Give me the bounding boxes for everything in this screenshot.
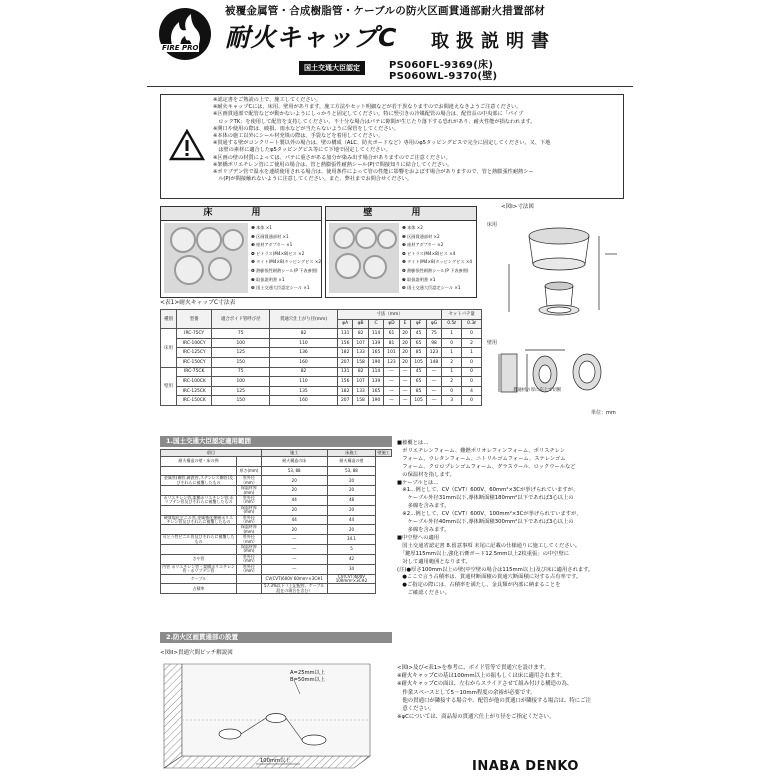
warning-line: ※架橋ポリエチレン管にご使用の場合は、管と熱膨張性耐熱シール(P)で間接知りに結合してください。 xyxy=(213,161,453,168)
note-line: ※耐火キャップCの面は、左右からスライドさせて組み付ける構造の為、 xyxy=(397,681,573,688)
th-sub: φB xyxy=(353,319,368,329)
scope-cell xyxy=(161,545,237,555)
table-cell: 158 xyxy=(353,357,368,367)
table-cell: 101 xyxy=(384,348,399,358)
fig1-note: 貫通材の厚に応じて切断 xyxy=(513,388,562,393)
th-putty: セットパテ量 xyxy=(442,310,482,320)
parts-item: ❺ タイト(M4×8)タッピングビス ×2 xyxy=(251,259,322,265)
table-cell: 150 xyxy=(212,396,270,406)
table-cell: 165 xyxy=(368,386,383,396)
table-cell: 82 xyxy=(270,367,338,377)
notes-right xyxy=(397,440,593,598)
table-cell: 1 xyxy=(442,329,462,339)
table-cell: 20 xyxy=(399,348,411,358)
wall-parts-title: 壁 用 xyxy=(326,207,476,221)
scope-row xyxy=(161,545,392,555)
th-dims: 寸法（mm） xyxy=(337,310,441,320)
parts-item: ❼ 取扱説明書 ×1 xyxy=(251,276,285,282)
scope-cell: 保温材厚(mm) xyxy=(237,545,262,555)
scope-th: 床施工 xyxy=(327,450,376,457)
note-line: 「鍵厚115mm以上,強化石膏ボード12.5mm以上2枚重張」の中空壁に xyxy=(397,550,570,557)
scope-cell: 53, 88 xyxy=(261,466,327,476)
parts-item: ❹ ビトラス(M4×8)ビス ×2 xyxy=(251,250,305,256)
parts-item: ❻ 熱膨張性耐熱シール(P 下表参照) xyxy=(402,267,469,273)
note-line: ご確認ください。 xyxy=(397,590,450,597)
table-cell: 156 xyxy=(337,338,352,348)
table-cell: ― xyxy=(399,377,411,387)
page-title-suffix: 取扱説明書 xyxy=(431,31,556,52)
scope-cell: 保温材厚(mm) xyxy=(237,525,262,535)
table-cell: 65 xyxy=(411,377,426,387)
header-subtitle: 被覆金属管・合成樹脂管・ケーブルの防火区画貫通部耐火措置部材 xyxy=(225,5,546,17)
table-cell: 75 xyxy=(426,329,441,339)
scope-cell: 20 xyxy=(261,486,327,496)
table-cell: ― xyxy=(384,386,399,396)
table-cell: 207 xyxy=(337,357,352,367)
table-cell: 3 xyxy=(442,396,462,406)
table-cell: 107 xyxy=(353,377,368,387)
table-cell: 100 xyxy=(212,377,270,387)
scope-cell: 管外径（mm） xyxy=(237,535,262,545)
scope-cell: ― xyxy=(261,564,327,574)
warning-line: は壁の素材に適合したφ5タッピングビス等にて下地で固定してください。 xyxy=(213,147,391,154)
table-cell: 105 xyxy=(411,357,426,367)
scope-cell: 管外径（mm） xyxy=(237,476,262,486)
table-cell: ― xyxy=(426,377,441,387)
table-cell: ― xyxy=(399,396,411,406)
table-cell: IRC-150CK xyxy=(176,396,211,406)
brand-logo: INABA DENKO xyxy=(472,759,579,774)
floor-parts-photo xyxy=(164,223,248,293)
table-cell: 61 xyxy=(384,329,399,339)
table-cell: 0 xyxy=(442,386,462,396)
scope-table xyxy=(160,449,392,594)
model-floor: PS060FL-9369(床) xyxy=(389,60,494,71)
th-sub: E xyxy=(399,319,411,329)
table-row xyxy=(161,386,482,396)
scope-cell: 占積率 xyxy=(161,584,237,594)
logo-text: FIRE PRO xyxy=(162,44,199,52)
scope-cell: 耐火構造の床 xyxy=(261,457,327,467)
warning-line: ※区画の壁の材質によっては、パテに重さがある加分が染み出す場合がありますのでご注意ください。 xyxy=(213,154,451,161)
table-cell: 1 xyxy=(462,348,482,358)
th-hole: 貫通穴仕上がり径(mm) xyxy=(270,310,338,329)
parts-item: ❸ 座材アダプター ×2 xyxy=(402,242,444,248)
table-cell: 160 xyxy=(270,396,338,406)
table-cell: ― xyxy=(384,367,399,377)
scope-cell: 保温材厚(mm) xyxy=(237,505,262,515)
table-cell: 207 xyxy=(337,396,352,406)
table-cell: 65 xyxy=(411,338,426,348)
scope-cell: 20 xyxy=(327,505,376,515)
scope-cell xyxy=(327,584,376,594)
table-cell: 114 xyxy=(368,367,383,377)
table-cell: 1 xyxy=(442,367,462,377)
scope-th: 項目 xyxy=(161,450,262,457)
table-cell: 20 xyxy=(399,357,411,367)
th-sub: φG xyxy=(426,319,441,329)
table-cell: IRC-100CY xyxy=(176,338,211,348)
parts-item: ❼ 取扱説明書 ×1 xyxy=(402,276,436,282)
parts-item: ❻ 熱膨張性耐熱シール(P 下表参照) xyxy=(251,267,318,273)
scope-cell: 42 xyxy=(327,554,376,564)
table-cell: 135 xyxy=(270,386,338,396)
table-row xyxy=(161,348,482,358)
table-cell: 182 xyxy=(337,386,352,396)
scope-cell: 耐火構造の壁 xyxy=(327,457,376,467)
warning-line: ル(P)が間接触れないように注意してください。また、弊社までお問合せください。 xyxy=(213,176,413,183)
warning-line: ※認定書をご熟読の上で、施工してください。 xyxy=(213,97,321,103)
flame-icon xyxy=(159,8,211,60)
table-cell: 82 xyxy=(353,367,368,377)
group-label: 床用 xyxy=(161,329,177,367)
table-cell: IRC-150CY xyxy=(176,357,211,367)
table-cell: 131 xyxy=(337,329,352,339)
note-line: ●ご指定の際には、占積率を満たし、金具類が内部に納まることを xyxy=(397,582,561,589)
floor-parts-box xyxy=(160,206,322,298)
scope-cell: 硬質塩化ビニル管,金属強化複層ポリエチレン管及びそれらに被覆したもの xyxy=(161,515,237,525)
scope-cell: ポリエチレン管,架橋ポリエチレン管,ポリブテン管及びそれらに被覆したもの xyxy=(161,496,237,506)
parts-item: ❺ タイト(M4×8)タッピングビス ×4 xyxy=(402,259,473,265)
warning-line: ※耐火キャップCには、床用、壁用があります。施工方法やセット明細などが若干異なりますのでお間違えなきようご注意ください。 xyxy=(213,104,522,111)
table-cell: 20 xyxy=(399,338,411,348)
scope-cell xyxy=(161,505,237,515)
instruction-sheet xyxy=(147,0,633,777)
note-line: の保温材を指します。 xyxy=(397,471,455,478)
th-sub: φD xyxy=(384,319,399,329)
table-cell: 190 xyxy=(368,396,383,406)
table-cell: 0 xyxy=(462,329,482,339)
scope-cell: 20 xyxy=(261,525,327,535)
table-cell: 0 xyxy=(462,377,482,387)
warning-line: ※ポリブデン管で温水を連続使用される場合は、使用条件によって管の性能に影響をおよぼす場合がありますので、管と熱膨張性耐熱シー xyxy=(213,169,534,176)
note-line: 対して適用範囲となります。 xyxy=(397,558,471,565)
note-line: 多線を含みます。 xyxy=(397,526,450,533)
table-row xyxy=(161,357,482,367)
scope-cell: 44 xyxy=(261,496,327,506)
table-cell: 182 xyxy=(337,348,352,358)
note-line: ■被覆とは… xyxy=(397,440,429,446)
table-row xyxy=(161,367,482,377)
table-cell: 20 xyxy=(399,329,411,339)
table-cell: 150 xyxy=(212,357,270,367)
table-cell: 139 xyxy=(368,338,383,348)
scope-head-row xyxy=(161,450,392,457)
floor-parts-title: 床 用 xyxy=(161,207,321,221)
table-cell: 123 xyxy=(426,348,441,358)
scope-cell: 44 xyxy=(327,515,376,525)
table-cell: ― xyxy=(384,377,399,387)
table-cell: 125 xyxy=(212,348,270,358)
scope-cell: ― xyxy=(261,535,327,545)
table-cell: 133 xyxy=(353,386,368,396)
size-table xyxy=(160,309,482,406)
scope-cell: 53, 88 xyxy=(327,466,376,476)
table-cell: 0 xyxy=(462,357,482,367)
pitch-100-label: 100mm以上 xyxy=(260,758,291,764)
scope-cell: 20 xyxy=(261,505,327,515)
scope-row xyxy=(161,496,392,506)
warning-box xyxy=(160,94,624,199)
table-cell: 190 xyxy=(368,357,383,367)
table-cell: 0 xyxy=(462,396,482,406)
table-cell: 148 xyxy=(426,357,441,367)
note-line: 意ください。 xyxy=(397,706,435,713)
page-title: 耐火キャップC xyxy=(225,23,397,52)
note-line: 国土交通省認定書 8.留意事項 末尾に記載の仕様通りに施工してください。 xyxy=(397,542,581,549)
warning-line: ※区画貫通部で配管などが動かないようにしっかりと固定してください。特に竪引きの冷媒配管の場合は、配管長の中央部に「パイプ xyxy=(213,111,524,118)
table-row xyxy=(161,377,482,387)
warning-line: ロックTK」を使用して配管を支持してください。不十分な場合はパテに隙間が生じたり落下する恐れがあり、耐火性能が損なわれます。 xyxy=(213,118,536,125)
header-divider xyxy=(147,86,633,87)
table-cell: 105 xyxy=(411,396,426,406)
scope-th: 壁施工 xyxy=(377,450,390,455)
scope-row xyxy=(161,554,392,564)
scope-cell xyxy=(237,574,262,584)
parts-item: ❽ 国土交通大臣認定シール ×1 xyxy=(402,285,461,291)
table-cell: 110 xyxy=(270,338,338,348)
scope-cell: 20 xyxy=(327,525,376,535)
table-row xyxy=(161,396,482,406)
note-line: ケーブル外径40mm以下,導体断面積300mm²以下であれば3心以上の xyxy=(397,519,574,526)
scope-cell: 20 xyxy=(327,476,376,486)
scope-cell: 20 xyxy=(327,486,376,496)
section1-title: 1.国土交通大臣認定適用範囲 xyxy=(160,436,392,447)
note-line: ※耐火キャップCの基は100mm以上の振もしくは床に適用されます。 xyxy=(397,673,566,680)
scope-cell: 57.3%以下（上記配管、ケーブル混在の場合を含む） xyxy=(261,584,327,594)
table-cell: 107 xyxy=(353,338,368,348)
note-line: ■中空壁への適用 xyxy=(397,534,440,541)
table-cell: 114 xyxy=(368,329,383,339)
pitch-a-label: A=25mm以上 xyxy=(290,670,325,676)
table1-title: <表1>耐火キャップC寸法表 xyxy=(160,300,236,306)
scope-row xyxy=(161,515,392,525)
scope-cell: 管外径（mm） xyxy=(237,515,262,525)
th-model: 型番 xyxy=(176,310,211,329)
table-row xyxy=(161,329,482,339)
scope-cell: 金属管(鋼管,鋳鉄管,ステンレス鋼管)及びそれらに被覆したもの xyxy=(161,476,237,486)
wall-parts-list xyxy=(402,224,472,293)
scope-cell: ケーブル xyxy=(161,574,237,584)
warning-icon xyxy=(169,129,205,161)
scope-cell: 耐火構造の壁・床の例 xyxy=(161,457,237,467)
table-cell: 2 xyxy=(442,377,462,387)
note-line: 他の貫通口が隣接する場合や、配管が他の貫通口が隣接する場合は、特にご注 xyxy=(397,697,591,704)
parts-item: ❸ 座材アダプター ×1 xyxy=(251,242,293,248)
group-label: 壁用 xyxy=(161,367,177,405)
table-cell: 100 xyxy=(212,338,270,348)
table-cell: 133 xyxy=(353,348,368,358)
scope-row xyxy=(161,457,392,467)
scope-cell xyxy=(237,584,262,594)
note-line: ポリエチレンフォーム、難燃ポリオレフィンフォーム、ポリスチレン xyxy=(397,447,566,454)
table-cell: 123 xyxy=(384,357,399,367)
fig1-floor-label: 床用 xyxy=(487,222,498,228)
table-cell: 1 xyxy=(442,348,462,358)
table-cell: ― xyxy=(426,396,441,406)
parts-item: ❷ 区画貫通部材 ×2 xyxy=(402,233,440,239)
note-line: ※2…例として、CV（CVT）600V、100mm²×3Cが挙げられていますが、 xyxy=(397,511,582,518)
table-cell: 4 xyxy=(462,386,482,396)
scope-cell: 34.1 xyxy=(327,535,376,545)
table-cell: 82 xyxy=(270,329,338,339)
table-cell: ― xyxy=(399,386,411,396)
notes-bottom xyxy=(397,664,591,721)
note-line: ■ケーブルとは… xyxy=(397,479,439,486)
table-cell: 45 xyxy=(411,329,426,339)
warning-line: ※貫通する壁がコンクリート製以外の場合は、壁の構成（ALC、防火ボードなど）専用のφ5タッピングビスで完全に固定してください。又、下地 xyxy=(213,140,551,147)
warning-line: ※本体の施工以外にシール材充填の際は、手袋などを着用してください。 xyxy=(213,133,384,140)
table-cell: 131 xyxy=(337,367,352,377)
table-cell: 2 xyxy=(462,338,482,348)
parts-item: ❽ 国土交通大臣認定シール ×1 xyxy=(251,285,310,291)
th-sub: 0.5ℓ xyxy=(442,319,462,329)
parts-item: ❶ 本体 ×2 xyxy=(402,225,423,230)
parts-item: ❶ 本体 ×1 xyxy=(251,225,272,230)
note-line: フォーム、ウレタンフォーム、ニトリルゴムフォーム、ステレンゴム xyxy=(397,455,566,462)
scope-cell: 34 xyxy=(327,564,376,574)
table-cell: 160 xyxy=(270,357,338,367)
table-cell: 75 xyxy=(212,329,270,339)
certification-badge: 国土交通大臣認定 xyxy=(299,61,365,75)
table-cell: IRC-75CY xyxy=(176,329,211,339)
dimension-figure xyxy=(487,214,622,424)
table-cell: 2 xyxy=(442,357,462,367)
table-cell: 82 xyxy=(353,329,368,339)
table-cell: 45 xyxy=(411,367,426,377)
table-cell: 85 xyxy=(411,348,426,358)
fig1-wall-label: 壁用 xyxy=(487,340,498,346)
table-cell: 136 xyxy=(270,348,338,358)
th-sub: C xyxy=(368,319,383,329)
scope-row xyxy=(161,564,392,574)
table-cell: 75 xyxy=(212,367,270,377)
note-line: ※1…例として、CV（CVT）600V、60mm²×3Cが挙げられていますが、 xyxy=(397,487,579,494)
pitch-figure xyxy=(160,660,386,772)
scope-cell: CV(CVT)600V 100mm²×3C※2 xyxy=(327,574,376,584)
scope-cell: 5 xyxy=(327,545,376,555)
fire-pro-logo xyxy=(159,8,211,60)
fig1-title: <図I>寸法図 xyxy=(501,204,534,210)
table-cell: ― xyxy=(426,367,441,377)
table-cell: 110 xyxy=(270,377,338,387)
table-cell: IRC-75CK xyxy=(176,367,211,377)
wall-parts-photo xyxy=(329,223,399,293)
scope-cell: 20 xyxy=(261,476,327,486)
scope-cell: さや管 xyxy=(161,554,237,564)
table-cell: 156 xyxy=(337,377,352,387)
scope-th: 施工 xyxy=(261,450,327,457)
scope-cell: 48 xyxy=(327,496,376,506)
note-line: ケーブル外径31mm以下,導体断面積180mm²以下であれば3心以上の xyxy=(397,495,574,502)
scope-cell: ― xyxy=(261,554,327,564)
scope-cell: 保温材厚(mm) xyxy=(237,486,262,496)
section2-title: 2.防火区画貫通部の設置 xyxy=(160,632,392,643)
parts-item: ❷ 区画貫通部材 ×1 xyxy=(251,233,289,239)
fig2-title: <図II>貫通穴間ピッチ解説図 xyxy=(160,650,233,656)
th-type: 種別 xyxy=(161,310,177,329)
note-line: ※φCについては、商品毎の貫通穴仕上がり径をご指定ください。 xyxy=(397,714,555,721)
scope-cell: 管外径（mm） xyxy=(237,564,262,574)
table-cell: IRC-125CY xyxy=(176,348,211,358)
pitch-drawing xyxy=(160,660,386,772)
table-cell: 158 xyxy=(353,396,368,406)
fig1-unit: 単位：mm xyxy=(591,410,616,416)
scope-cell xyxy=(237,457,262,467)
note-line: 作業スペースとして5～10mm程度の余裕が必要です。 xyxy=(397,689,536,696)
floor-parts-list xyxy=(251,224,321,293)
table-cell: ― xyxy=(399,367,411,377)
note-line: 多線を含みます。 xyxy=(397,503,450,510)
table-cell: IRC-125CK xyxy=(176,386,211,396)
warning-line: ※開口や使用の際は、破損、雨水などが当たらないように保管をしてください。 xyxy=(213,125,399,132)
scope-row xyxy=(161,476,392,486)
table-cell: 0 xyxy=(462,367,482,377)
scope-cell: 厚さ(mm) xyxy=(237,466,262,476)
table-cell: IRC-100CK xyxy=(176,377,211,387)
table-cell: ― xyxy=(426,386,441,396)
scope-cell: 管外径（mm） xyxy=(237,554,262,564)
table-cell: 0 xyxy=(442,338,462,348)
th-sub: φA xyxy=(337,319,352,329)
table-row xyxy=(161,338,482,348)
scope-row xyxy=(161,505,392,515)
note-line: フォーム、クロロプレンゴムフォーム、グラスウール、ロックウールなど xyxy=(397,463,576,470)
scope-cell: 管外径（mm） xyxy=(237,496,262,506)
th-void: 適合ボイド管呼び径 xyxy=(212,310,270,329)
model-wall: PS060WL-9370(壁) xyxy=(389,71,498,82)
scope-cell: 内管 ポリエチレン管・架橋ポリエチレン管・ポリブデン管 xyxy=(162,563,235,574)
wall-parts-box xyxy=(325,206,477,298)
table-cell: 139 xyxy=(368,377,383,387)
warning-list xyxy=(213,97,550,183)
note-line: ●ここで言う占積率は、貫通材断面積の貫通穴断面積に対する占有率です。 xyxy=(397,574,582,581)
scope-row xyxy=(161,535,392,545)
scope-cell: 可とう性ビニル管及びそれらに被覆したもの xyxy=(161,535,237,545)
scope-cell: ― xyxy=(261,545,327,555)
table-cell: ― xyxy=(384,396,399,406)
scope-cell: CV(CVT)600V 60mm²×3C※1 xyxy=(261,574,327,584)
table-cell: 125 xyxy=(212,386,270,396)
th-sub: 0.3ℓ xyxy=(462,319,482,329)
note-line: <図I>及び<表1>を参考に、ボイド管等で貫通穴を設けます。 xyxy=(397,665,550,671)
table-cell: 165 xyxy=(368,348,383,358)
table-cell: 81 xyxy=(384,338,399,348)
pitch-b-label: B=50mm以上 xyxy=(290,677,325,683)
table-cell: 98 xyxy=(426,338,441,348)
scope-cell: 44 xyxy=(261,515,327,525)
table-cell: 85 xyxy=(411,386,426,396)
note-line: (注)●厚さ100mm以上の壁(中空壁の場合は115mm以上)及び床に適用されます。 xyxy=(397,566,594,573)
scope-row xyxy=(161,584,392,594)
th-sub: φF xyxy=(411,319,426,329)
parts-item: ❹ ビトラス(M4×8)ビス ×4 xyxy=(402,250,456,256)
